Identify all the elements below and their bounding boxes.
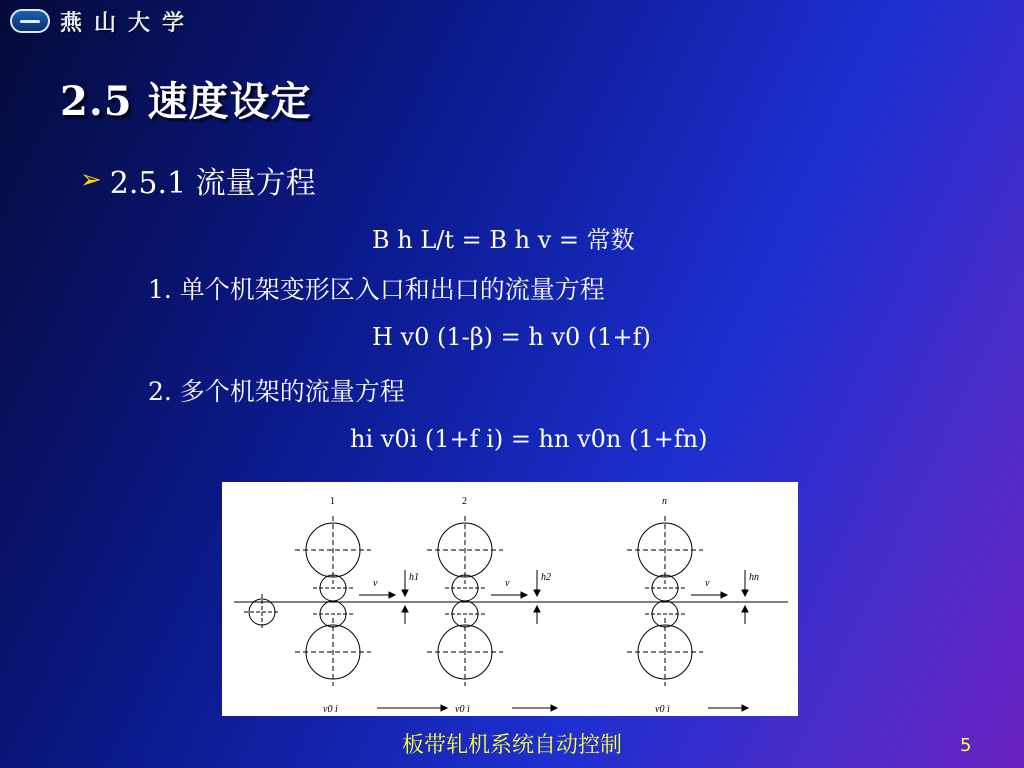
footer-course-title: 板带轧机系统自动控制 — [401, 733, 622, 758]
slide-title: 2.5 速度设定 — [60, 78, 312, 125]
emblem-icon — [10, 9, 50, 33]
rolling-stand-1 — [295, 516, 408, 686]
bottom-label: v0 i — [323, 704, 338, 715]
entry-roller — [244, 594, 280, 630]
arrow-right-icon: ➢ — [80, 165, 102, 195]
velocity-label: v — [505, 578, 510, 589]
stand-label: n — [662, 496, 667, 507]
thickness-label: hn — [749, 572, 759, 583]
flow-arrow-2 — [512, 705, 557, 711]
flow-arrow-1 — [377, 705, 447, 711]
equation-flow-constant: B h L/t = B h v = 常数 — [372, 226, 635, 254]
rolling-stand-2 — [427, 516, 540, 686]
bottom-label: v0 i — [455, 704, 470, 715]
section-label: 2.5.1 流量方程 — [109, 166, 316, 201]
velocity-label: v — [705, 578, 710, 589]
logo-text: 燕山大学 — [60, 9, 197, 36]
stand-label: 2 — [462, 496, 467, 507]
equation-multi-stand: hi v0i (1+f i) = hn v0n (1+fn) — [350, 425, 708, 453]
item-single-stand: 1. 单个机架变形区入口和出口的流量方程 — [148, 275, 605, 304]
bottom-label: v0 i — [655, 704, 670, 715]
thickness-label: h1 — [409, 572, 419, 583]
flow-arrow-3 — [708, 705, 748, 711]
thickness-label: h2 — [541, 572, 551, 583]
page-number: 5 — [960, 735, 972, 756]
rolling-stand-3 — [627, 516, 748, 686]
rolling-stands-diagram — [222, 482, 798, 716]
stand-label: 1 — [330, 496, 335, 507]
equation-single-stand: H v0 (1-β) = h v0 (1+f) — [372, 323, 651, 351]
item-multi-stand: 2. 多个机架的流量方程 — [148, 377, 405, 406]
section-heading — [80, 158, 316, 202]
velocity-label: v — [373, 578, 378, 589]
university-logo — [10, 6, 210, 36]
